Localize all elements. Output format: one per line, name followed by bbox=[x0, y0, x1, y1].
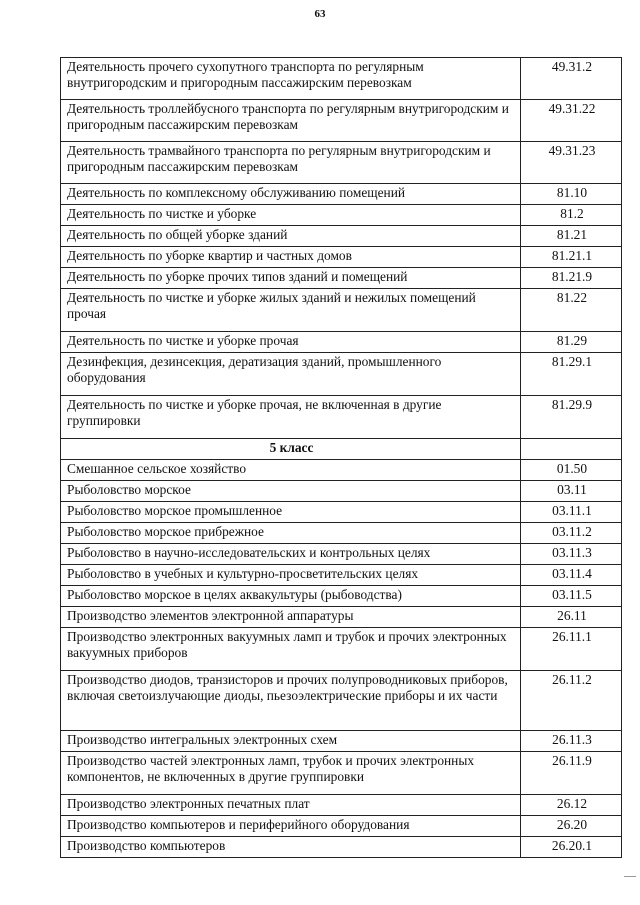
activity-cell: Деятельность по чистке и уборке прочая bbox=[61, 332, 521, 353]
activity-cell: Смешанное сельское хозяйство bbox=[61, 460, 521, 481]
table-row bbox=[61, 607, 622, 628]
table-row bbox=[61, 396, 622, 439]
activity-cell: Дезинфекция, дезинсекция, дератизация зданий, промышленного оборудования bbox=[61, 353, 521, 396]
activity-cell: Деятельность по чистке и уборке прочая, не включенная в другие группировки bbox=[61, 396, 521, 439]
code-cell: 26.11.2 bbox=[521, 671, 622, 731]
table-row bbox=[61, 502, 622, 523]
activity-cell: Производство диодов, транзисторов и прочих полупроводниковых приборов, включая светоизлучающие диоды, пьезоэлектрические приборы и их части bbox=[61, 671, 521, 731]
activity-cell: Деятельность по чистке и уборке bbox=[61, 205, 521, 226]
code-cell: 49.31.2 bbox=[521, 58, 622, 100]
code-cell: 01.50 bbox=[521, 460, 622, 481]
code-cell: 26.11 bbox=[521, 607, 622, 628]
table-row bbox=[61, 731, 622, 752]
table-row bbox=[61, 752, 622, 795]
activity-cell: Производство интегральных электронных схем bbox=[61, 731, 521, 752]
table-row bbox=[61, 58, 622, 100]
scan-edge-mark bbox=[624, 876, 636, 877]
code-cell: 49.31.22 bbox=[521, 100, 622, 142]
activity-cell: Производство электронных вакуумных ламп и трубок и прочих электронных вакуумных приборов bbox=[61, 628, 521, 671]
table-row bbox=[61, 837, 622, 858]
code-cell: 81.29.1 bbox=[521, 353, 622, 396]
table-row bbox=[61, 816, 622, 837]
activity-cell: Деятельность по чистке и уборке жилых зданий и нежилых помещений прочая bbox=[61, 289, 521, 332]
activity-cell: Деятельность по уборке квартир и частных домов bbox=[61, 247, 521, 268]
code-cell: 03.11.3 bbox=[521, 544, 622, 565]
table-row bbox=[61, 184, 622, 205]
code-cell: 26.11.9 bbox=[521, 752, 622, 795]
activity-cell: Деятельность трамвайного транспорта по регулярным внутригородским и пригородным пассажирским перевозкам bbox=[61, 142, 521, 184]
code-cell: 03.11.5 bbox=[521, 586, 622, 607]
table-row bbox=[61, 460, 622, 481]
table-row bbox=[61, 586, 622, 607]
code-cell: 81.29.9 bbox=[521, 396, 622, 439]
code-cell: 26.20.1 bbox=[521, 837, 622, 858]
activity-cell: Деятельность по уборке прочих типов зданий и помещений bbox=[61, 268, 521, 289]
table-row bbox=[61, 481, 622, 502]
code-cell: 81.21.9 bbox=[521, 268, 622, 289]
activity-cell: Рыболовство морское bbox=[61, 481, 521, 502]
code-cell: 03.11 bbox=[521, 481, 622, 502]
okved-table bbox=[60, 57, 622, 858]
activity-cell: Рыболовство морское промышленное bbox=[61, 502, 521, 523]
code-cell: 81.29 bbox=[521, 332, 622, 353]
code-cell: 81.21 bbox=[521, 226, 622, 247]
code-cell: 26.12 bbox=[521, 795, 622, 816]
activity-cell: Рыболовство морское прибрежное bbox=[61, 523, 521, 544]
code-cell: 03.11.1 bbox=[521, 502, 622, 523]
code-cell: 81.22 bbox=[521, 289, 622, 332]
code-cell: 26.20 bbox=[521, 816, 622, 837]
activity-cell: Производство частей электронных ламп, трубок и прочих электронных компонентов, не включенных в другие группировки bbox=[61, 752, 521, 795]
table-row bbox=[61, 523, 622, 544]
activity-cell: Рыболовство в научно-исследовательских и контрольных целях bbox=[61, 544, 521, 565]
activity-cell: Производство электронных печатных плат bbox=[61, 795, 521, 816]
table-row bbox=[61, 671, 622, 731]
code-cell: 03.11.4 bbox=[521, 565, 622, 586]
activity-cell: Деятельность по общей уборке зданий bbox=[61, 226, 521, 247]
code-cell bbox=[521, 439, 622, 460]
activity-cell: Деятельность по комплексному обслуживанию помещений bbox=[61, 184, 521, 205]
activity-cell: Производство компьютеров bbox=[61, 837, 521, 858]
code-cell: 49.31.23 bbox=[521, 142, 622, 184]
code-cell: 81.10 bbox=[521, 184, 622, 205]
section-row bbox=[61, 439, 622, 460]
activity-cell: Рыболовство морское в целях аквакультуры (рыбоводства) bbox=[61, 586, 521, 607]
code-cell: 81.21.1 bbox=[521, 247, 622, 268]
activity-cell: Деятельность прочего сухопутного транспорта по регулярным внутригородским и пригородным пассажирским перевозкам bbox=[61, 58, 521, 100]
table-row bbox=[61, 332, 622, 353]
table-row bbox=[61, 142, 622, 184]
table-row bbox=[61, 268, 622, 289]
table-row bbox=[61, 289, 622, 332]
section-heading: 5 класс bbox=[61, 439, 521, 460]
table-row bbox=[61, 226, 622, 247]
code-cell: 03.11.2 bbox=[521, 523, 622, 544]
table-row bbox=[61, 100, 622, 142]
table-row bbox=[61, 628, 622, 671]
table-row bbox=[61, 205, 622, 226]
table-row bbox=[61, 795, 622, 816]
page-number: 63 bbox=[314, 8, 326, 20]
activity-cell: Производство компьютеров и периферийного оборудования bbox=[61, 816, 521, 837]
table-row bbox=[61, 247, 622, 268]
table-row bbox=[61, 353, 622, 396]
activity-cell: Производство элементов электронной аппаратуры bbox=[61, 607, 521, 628]
code-cell: 26.11.3 bbox=[521, 731, 622, 752]
code-cell: 81.2 bbox=[521, 205, 622, 226]
table-row bbox=[61, 544, 622, 565]
code-cell: 26.11.1 bbox=[521, 628, 622, 671]
activity-cell: Рыболовство в учебных и культурно-просветительских целях bbox=[61, 565, 521, 586]
table-row bbox=[61, 565, 622, 586]
activity-cell: Деятельность троллейбусного транспорта по регулярным внутригородским и пригородным пассажирским перевозкам bbox=[61, 100, 521, 142]
